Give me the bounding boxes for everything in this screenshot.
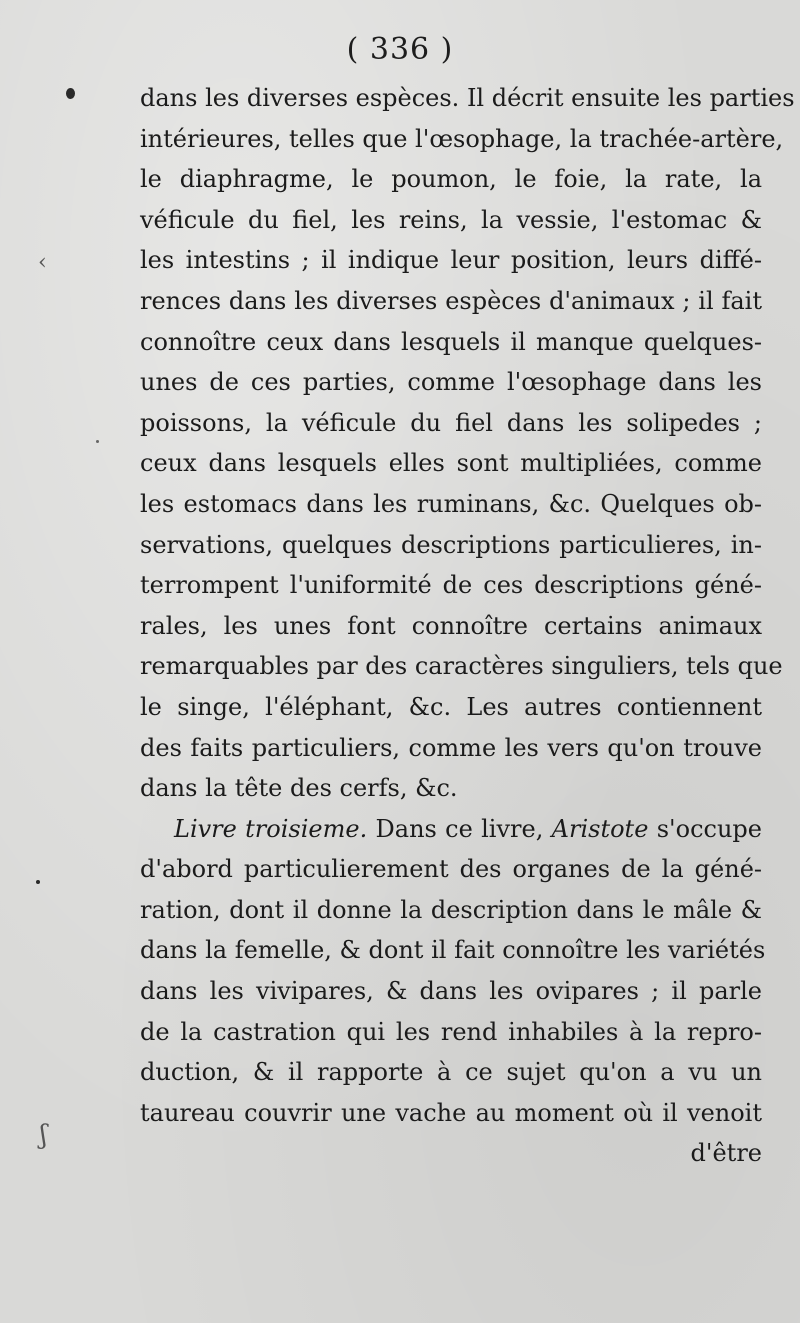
text-line: véficule du fiel, les reins, la vessie, l'estomac & bbox=[140, 205, 762, 234]
text-line: poissons, la véficule du fiel dans les solipedes ; bbox=[140, 408, 762, 437]
text-line: dans la femelle, & dont il fait connoître les variétés bbox=[140, 936, 766, 965]
ink-speck bbox=[66, 88, 75, 99]
page-number: ( 336 ) bbox=[346, 32, 454, 67]
text-line: servations, quelques descriptions particulieres, in- bbox=[140, 530, 762, 559]
text-line: les intestins ; il indique leur position, leurs diffé- bbox=[140, 246, 762, 275]
text-line: ceux dans lesquels elles sont multipliées, comme bbox=[140, 449, 762, 478]
text-line: rales, les unes font connoître certains animaux bbox=[140, 611, 762, 640]
text-line: dans les diverses espèces. Il décrit ensuite les parties bbox=[140, 84, 795, 112]
text-line: intérieures, telles que l'œsophage, la trachée-artère, bbox=[140, 124, 784, 153]
text-line: des faits particuliers, comme les vers qu'on trouve bbox=[140, 733, 762, 762]
body-text bbox=[140, 78, 795, 1174]
text-line: le diaphragme, le poumon, le foie, la rate, la bbox=[140, 165, 762, 194]
text-line: les estomacs dans les ruminans, &c. Quelques ob- bbox=[140, 489, 762, 518]
text-line: d'abord particulierement des organes de la géné- bbox=[140, 855, 762, 884]
text-line: duction, & il rapporte à ce sujet qu'on a vu un bbox=[140, 1058, 762, 1087]
text-line: dans la tête des cerfs, &c. bbox=[140, 774, 458, 803]
text-line: unes de ces parties, comme l'œsophage dans les bbox=[140, 368, 762, 397]
margin-mark: ʃ bbox=[40, 1120, 48, 1150]
text-fragment: Dans ce livre, bbox=[367, 814, 552, 843]
text-line: rences dans les diverses espèces d'animaux ; il fait bbox=[140, 286, 762, 315]
text-line: le singe, l'éléphant, &c. Les autres contiennent bbox=[140, 692, 762, 721]
ink-speck bbox=[36, 880, 40, 884]
section-first-line bbox=[140, 809, 762, 850]
catchword: d'être bbox=[690, 1139, 762, 1168]
text-line: de la castration qui les rend inhabiles à la repro- bbox=[140, 1017, 762, 1046]
text-line: taureau couvrir une vache au moment où il venoit bbox=[140, 1098, 762, 1127]
text-fragment: s'occupe bbox=[648, 814, 762, 843]
text-line: dans les vivipares, & dans les ovipares ; il parle bbox=[140, 977, 762, 1006]
section-heading: Livre troisieme. bbox=[174, 814, 368, 843]
ink-speck bbox=[96, 440, 99, 443]
text-line: remarquables par des caractères singuliers, tels que bbox=[140, 652, 783, 681]
author-name: Aristote bbox=[551, 814, 649, 843]
margin-mark: ‹ bbox=[38, 250, 47, 275]
text-line: ration, dont il donne la description dans le mâle & bbox=[140, 895, 762, 924]
text-line: connoître ceux dans lesquels il manque quelques- bbox=[140, 327, 762, 356]
text-line: terrompent l'uniformité de ces descriptions géné- bbox=[140, 571, 762, 600]
